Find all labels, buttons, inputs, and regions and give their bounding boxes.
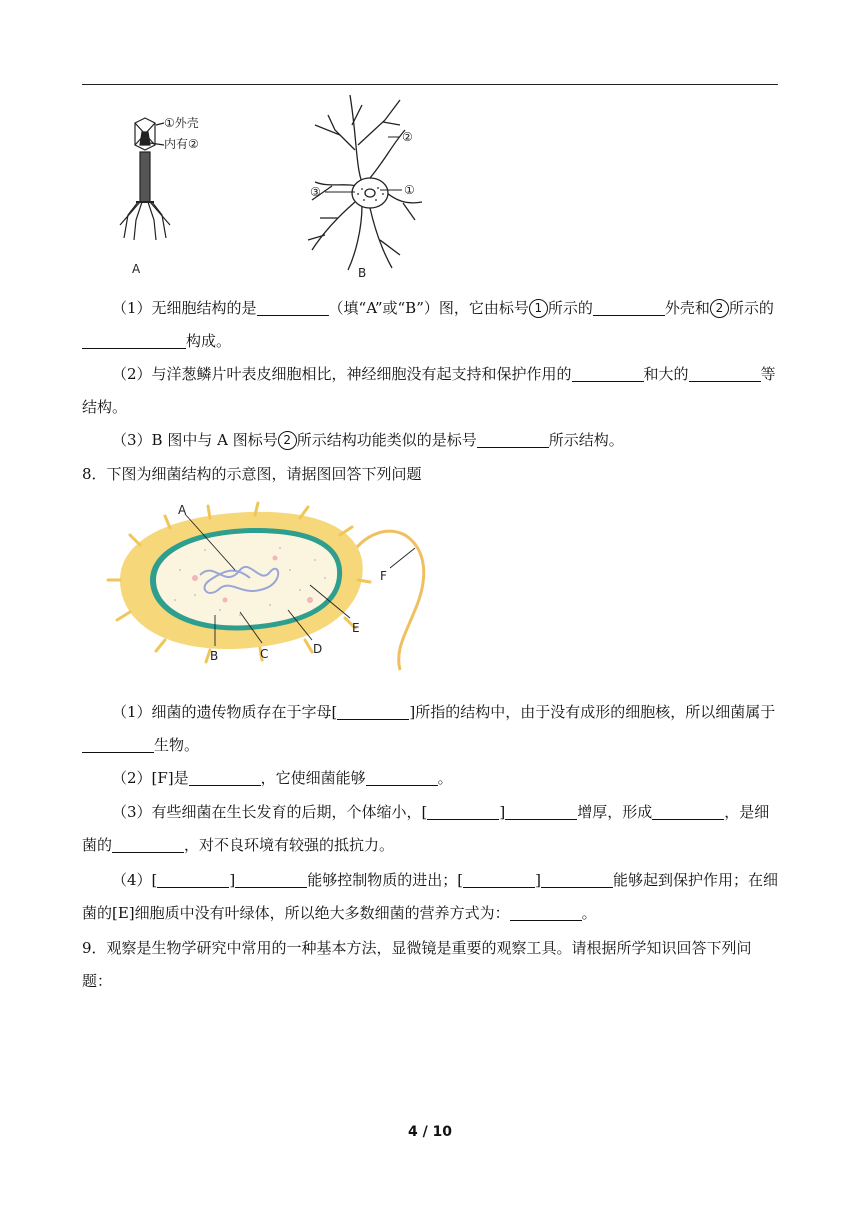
answer-blank[interactable] [235,871,307,888]
q8-part2: （2）[F]是 ，它使细菌能够 。 [112,769,453,787]
q8-title: 8．下图为细菌结构的示意图，请据图回答下列问题 [82,465,422,483]
bacteria-label-d: D [313,642,323,656]
bacteria-label-c: C [260,647,269,661]
answer-blank[interactable] [366,769,438,786]
virus-label-outer: ①外壳 [164,116,199,130]
answer-blank[interactable] [82,332,186,349]
answer-blank[interactable] [505,803,577,820]
page-number: 4 / 10 [407,1124,453,1140]
bacteria-label-e: E [352,621,360,635]
virus-label-inner: 内有② [164,137,199,151]
virus-neuron-figure [100,90,440,285]
bacteria-label-b: B [210,649,219,663]
neuron-label-3: ③ [310,185,321,199]
answer-blank[interactable] [463,871,535,888]
header-rule [82,84,778,85]
q7-part3: （3）B 图中与 A 图标号 2 所示结构功能类似的是标号 所示结构。 [112,431,624,449]
neuron-label-2: ② [402,130,413,144]
bacteria-label-f: F [380,569,387,583]
bacteriophage-drawing [120,118,170,240]
circled-number-1: 1 [529,299,548,318]
bacteria-figure [100,500,440,685]
answer-blank[interactable] [157,871,229,888]
answer-blank[interactable] [112,836,184,853]
answer-blank[interactable] [572,365,644,382]
q9-text: 9．观察是生物学研究中常用的一种基本方法，显微镜是重要的观察工具。请根据所学知识回答下列问题： [82,939,752,990]
q8-part4: （4）[ ] 能够控制物质的进出；[ ] 能够起到保护作用；在细菌的[E]细胞质中没有叶绿体，所以绝大多数细菌的营养方式为： 。 [82,871,778,922]
answer-blank[interactable] [427,803,499,820]
answer-blank[interactable] [593,299,665,316]
circled-number-2: 2 [710,299,729,318]
neuron-label-1: ① [404,183,415,197]
bacteria-label-a: A [178,503,187,517]
figure-a-caption: A [132,262,141,276]
answer-blank[interactable] [477,431,549,448]
circled-number-2: 2 [278,431,297,450]
answer-blank[interactable] [257,299,329,316]
answer-blank[interactable] [337,703,409,720]
answer-blank[interactable] [652,803,724,820]
q8-part3: （3）有些细菌在生长发育的后期，个体缩小，[ ] 增厚，形成 ，是细菌的 ，对不良环境有较强的抵抗力。 [82,803,770,854]
q7-part1: （1）无细胞结构的是 （填“A”或“B”）图，它由标号 1 所示的 外壳和 2 所示的构成。 [82,292,778,358]
answer-blank[interactable] [541,871,613,888]
q7-part2: （2）与洋葱鳞片叶表皮细胞相比，神经细胞没有起支持和保护作用的 和大的 等结构。 [82,365,776,416]
answer-blank[interactable] [189,769,261,786]
answer-blank[interactable] [510,904,582,921]
q8-part1: （1）细菌的遗传物质存在于字母[ ]所指的结构中，由于没有成形的细胞核，所以细菌属于生物。 [82,696,778,762]
figure-b-caption: B [358,266,367,280]
answer-blank[interactable] [82,736,154,753]
answer-blank[interactable] [689,365,761,382]
